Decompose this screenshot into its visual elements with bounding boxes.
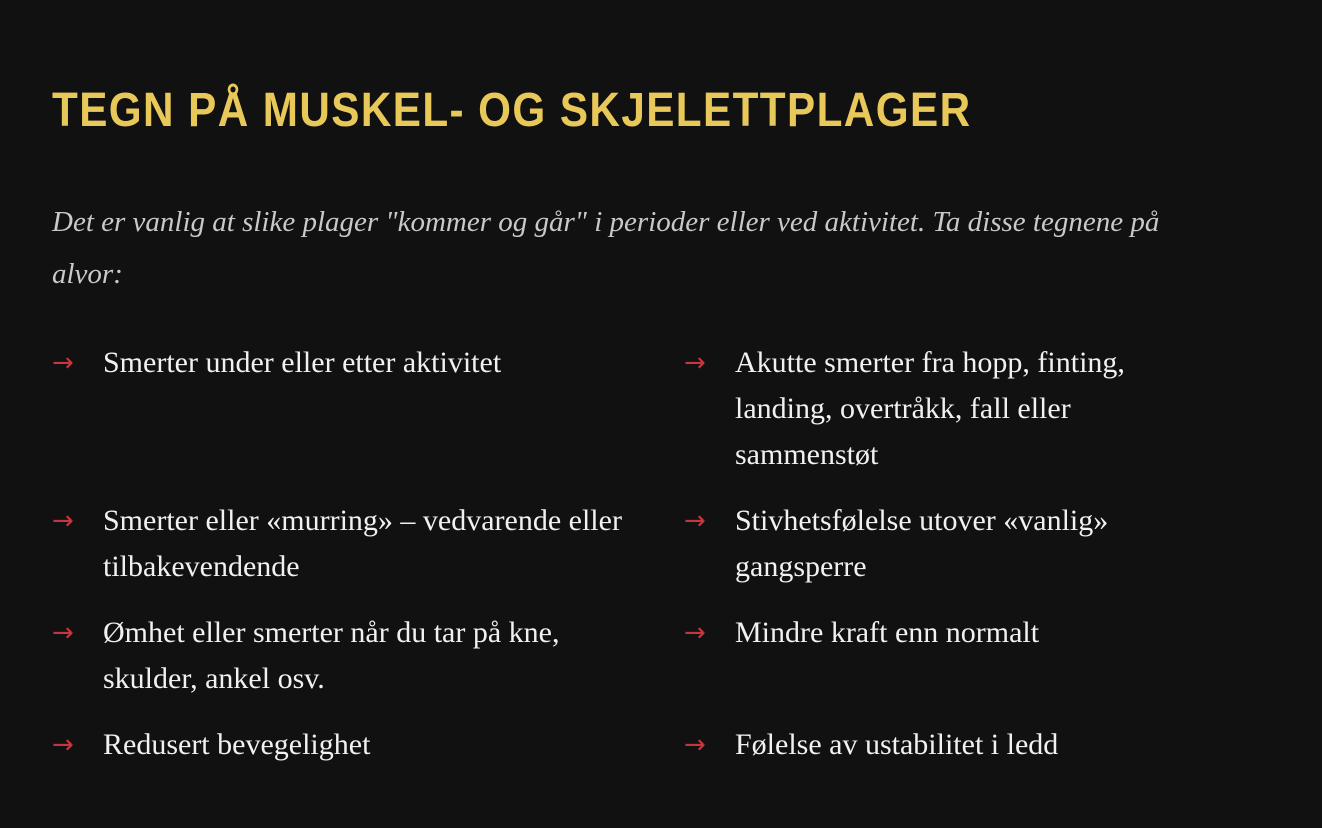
- signs-list: [52, 0, 1292, 828]
- intro-text: Det er vanlig at slike plager "kommer og går" i perioder eller ved aktivitet. Ta disse tegnene på alvor:: [52, 206, 1160, 290]
- right-arrow-icon: →: [684, 730, 706, 760]
- list-item: [684, 498, 1154, 590]
- list-item: [52, 498, 642, 590]
- list-item-text: Smerter eller «murring» – vedvarende eller tilbakevendende: [103, 504, 622, 583]
- right-arrow-icon: →: [52, 348, 74, 378]
- right-arrow-icon: →: [684, 506, 706, 536]
- list-item: [684, 340, 1154, 478]
- list-item: [684, 722, 1154, 768]
- page-title: TEGN PÅ MUSKEL- OG SKJELETTPLAGER: [52, 84, 972, 137]
- right-arrow-icon: →: [52, 618, 74, 648]
- list-item-text: Akutte smerter fra hopp, finting, landing, overtråkk, fall eller sammenstøt: [735, 346, 1125, 471]
- list-item: [52, 610, 642, 702]
- right-arrow-icon: →: [52, 730, 74, 760]
- right-arrow-icon: →: [52, 506, 74, 536]
- list-item: [684, 610, 1154, 656]
- list-item-text: Stivhetsfølelse utover «vanlig» gangsperre: [735, 504, 1109, 583]
- list-item: [52, 722, 642, 768]
- list-item-text: Ømhet eller smerter når du tar på kne, skulder, ankel osv.: [103, 616, 560, 695]
- right-arrow-icon: →: [684, 618, 706, 648]
- list-item-text: Følelse av ustabilitet i ledd: [735, 728, 1059, 761]
- list-item-text: Mindre kraft enn normalt: [735, 616, 1040, 649]
- right-arrow-icon: →: [684, 348, 706, 378]
- list-item-text: Redusert bevegelighet: [103, 728, 371, 761]
- list-item-text: Smerter under eller etter aktivitet: [103, 346, 502, 379]
- list-item: [52, 340, 642, 386]
